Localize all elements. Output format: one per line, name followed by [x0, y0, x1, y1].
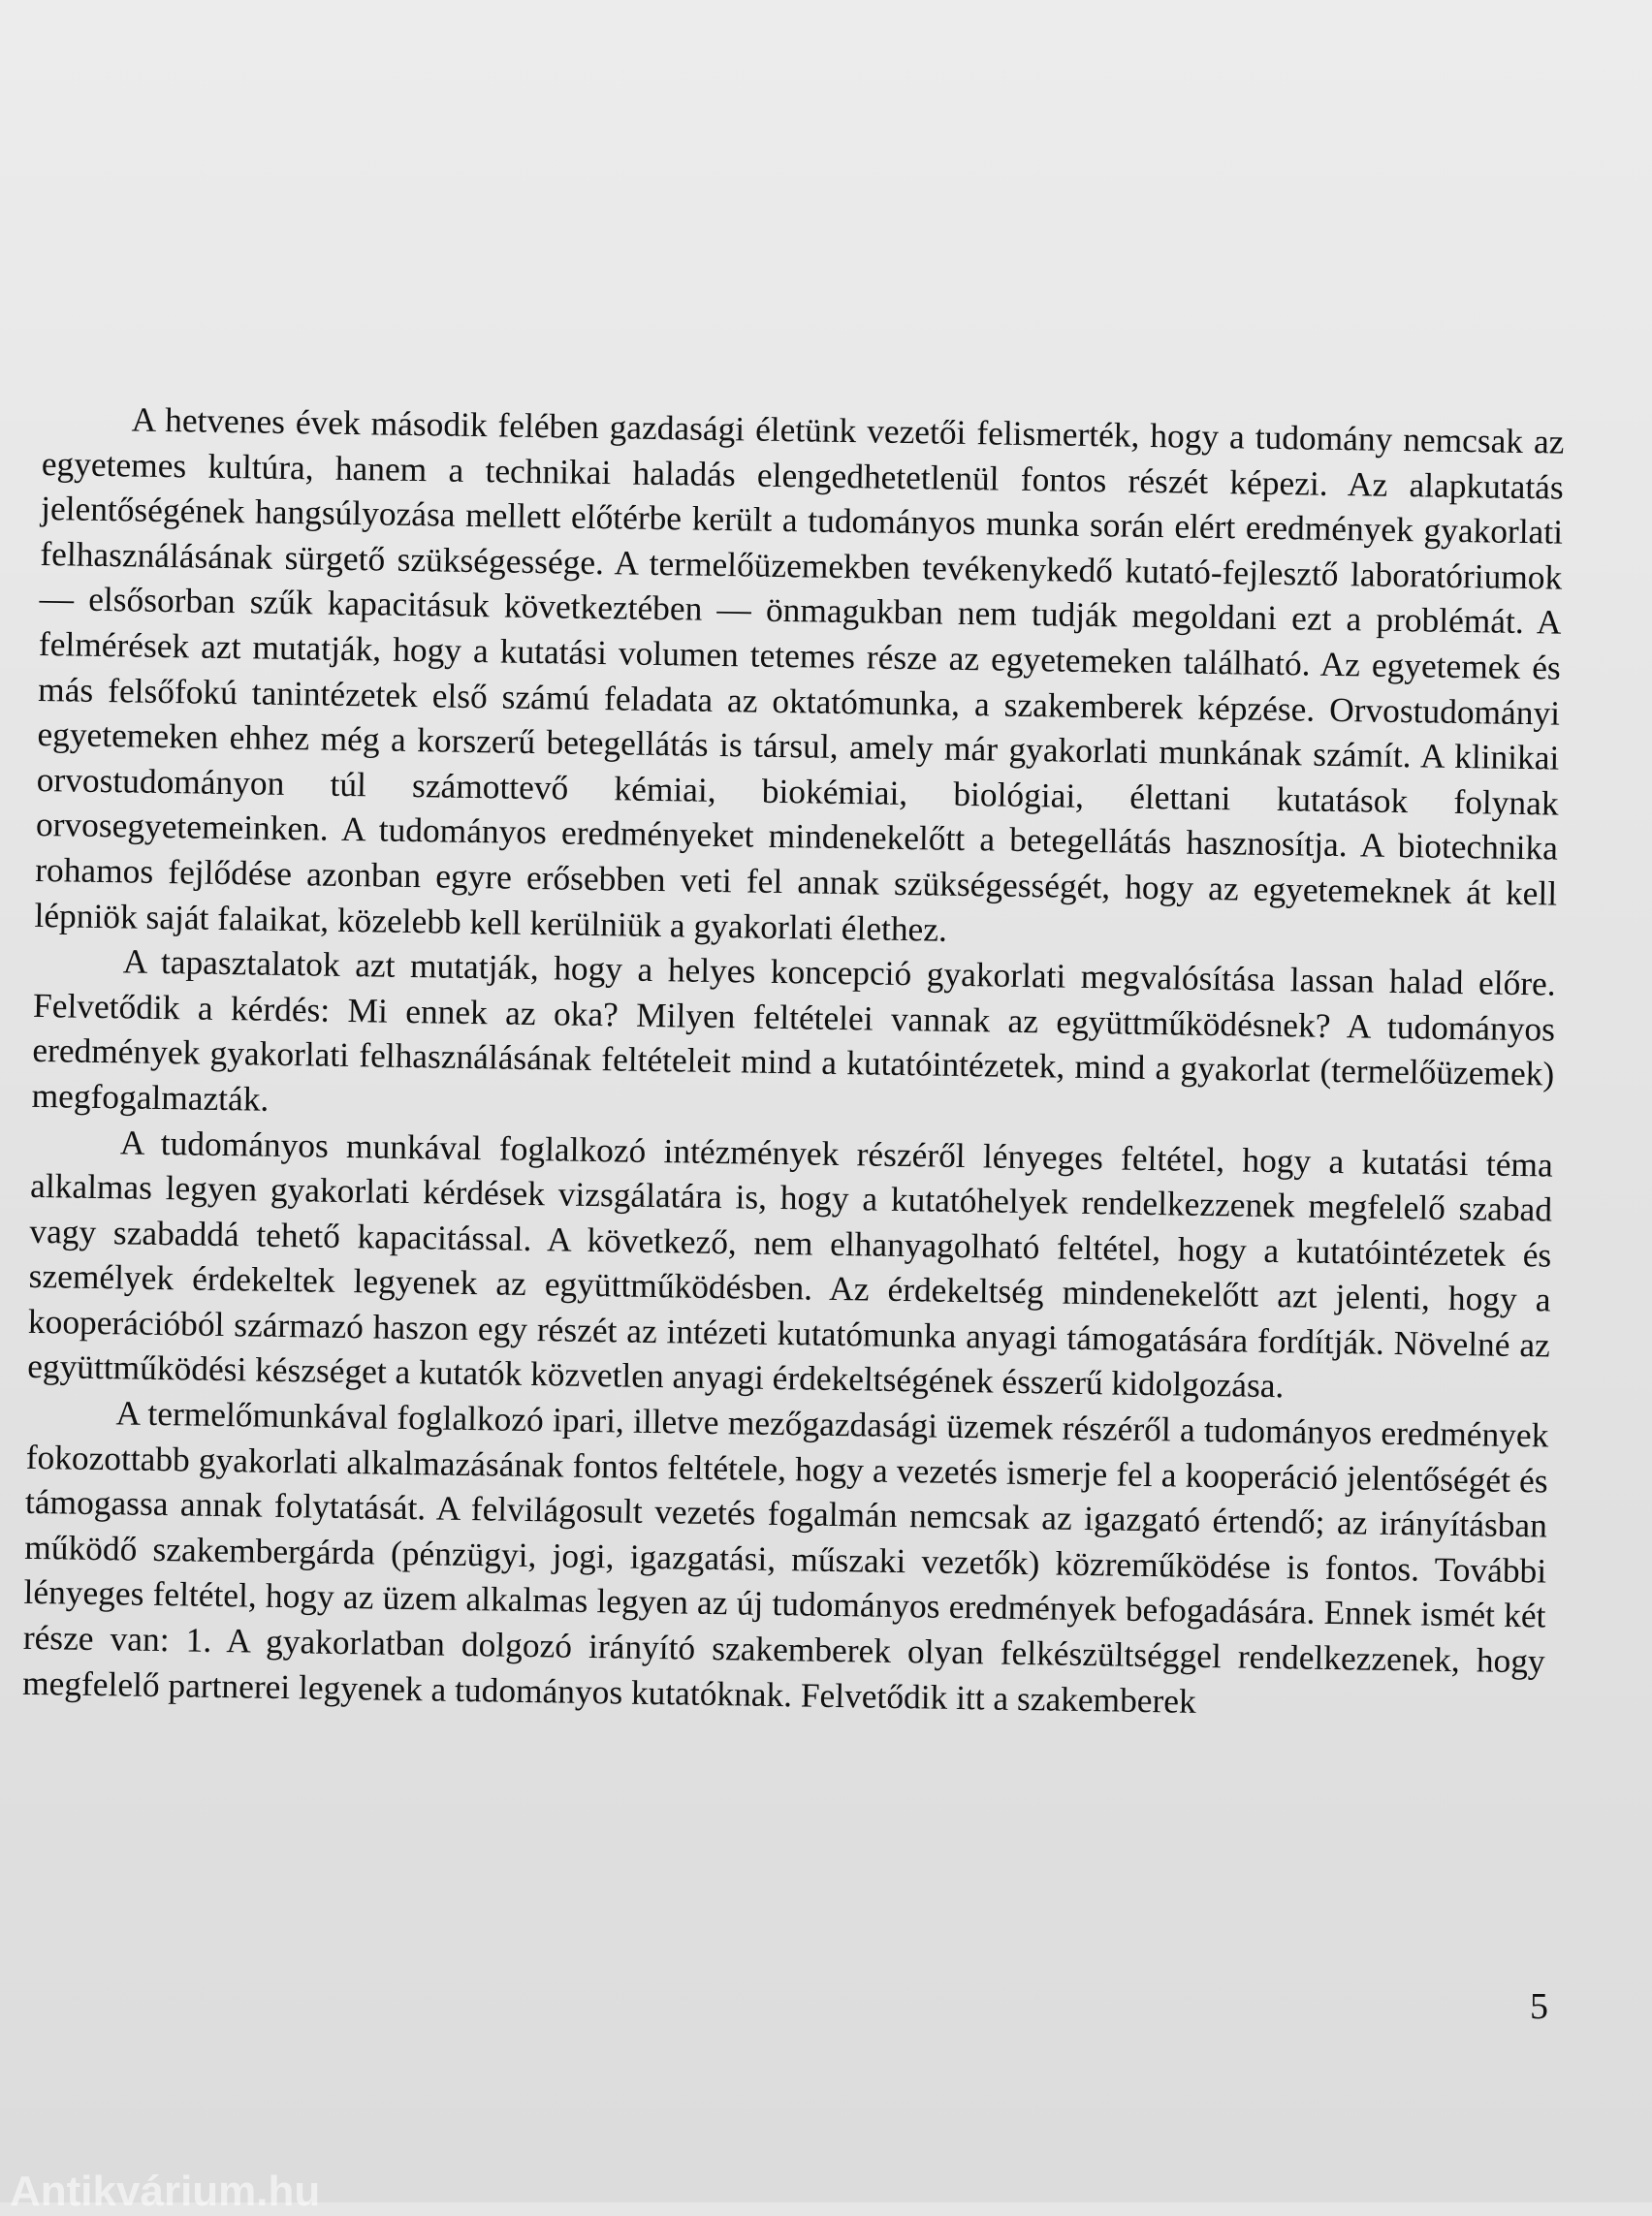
- paragraph-2: A tapasztalatok azt mutatják, hogy a helyes koncepció gyakorlati megvalósítása lassan halad előre. Felvetődik a kérdés: Mi ennek az oka? Milyen feltételei vannak az együttműködésnek? A tudományos eredmények gyakorlati felhasználásának feltételeit mind a kutatóintézetek, mind a gyakorlat (termelőüzemek) megfogalmazták.: [31, 941, 1556, 1119]
- body-text: [22, 396, 1565, 1729]
- page-number: 5: [1530, 1986, 1548, 2027]
- paragraph-3: A tudományos munkával foglalkozó intézmények részéről lényeges feltétel, hogy a kutatási téma alkalmas legyen gyakorlati kérdések vizsgálatára is, hogy a kutatóhelyek rendelkezzenek megfelelő szabad vagy szabaddá tehető kapacitással. A következő, nem elhanyagolható feltétel, hogy a kutatóintézetek és személyek érdekeltek legyenek az együttműködésben. Az érdekeltség mindenekelőtt azt jelenti, hogy a kooperációból származó haszon egy részét az intézeti kutatómunka anyagi támogatására fordítják. Növelné az együttműködési készséget a kutatók közvetlen anyagi érdekeltségének ésszerű kidolgozása.: [26, 1122, 1554, 1406]
- paragraph-4: A termelőmunkával foglalkozó ipari, illetve mezőgazdasági üzemek részéről a tudományos eredmények fokozottabb gyakorlati alkalmazásának fontos feltétele, hogy a vezetés ismerje fel a kooperáció jelentőségét és támogassa annak folytatását. A felvilágosult vezetés fogalmán nemcsak az igazgató értendő; az irányításban működő szakembergárda (pénzügyi, jogi, igazgatási, műszaki vezetők) közreműködése is fontos. További lényeges feltétel, hogy az üzem alkalmas legyen az új tudományos eredmények befogadására. Ennek ismét két része van: 1. A gyakorlatban dolgozó irányító szakemberek olyan felkészültséggel rendelkezzenek, hogy megfelelő partnerei legyenek a tudományos kutatóknak. Felvetődik itt a szakemberek: [21, 1393, 1549, 1721]
- paragraph-1: A hetvenes évek második felében gazdasági életünk vezetői felismerték, hogy a tudomány nemcsak az egyetemes kultúra, hanem a technikai haladás elengedhetetlenül fontos részét képezi. Az alapkutatás jelentőségének hangsúlyozása mellett előtérbe került a tudományos munka során elért eredmények gyakorlati felhasználásának sürgető szükségessége. A termelőüzemekben tevékenykedő kutató-fejlesztő laboratóriumok — elsősorban szűk kapacitásuk következtében — önmagukban nem tudják megoldani ezt a problémát. A felmérések azt mutatják, hogy a kutatási volumen tetemes része az egyetemeken található. Az egyetemek és más felsőfokú tanintézetek első számú feladata az oktatómunka, a szakemberek képzése. Orvostudományi egyetemeken ehhez még a korszerű betegellátás is társul, amely már gyakorlati munkának számít. A klinikai orvostudományon túl számottevő kémiai, biokémiai, biológiai, élettani kutatások folynak orvosegyetemeinken. A tudományos eredményeket mindenekelőtt a betegellátás hasznosítja. A biotechnika rohamos fejlődése azonban egyre erősebben veti fel annak szükségességét, hogy az egyetemeknek át kell lépniök saját falaikat, közelebb kell kerülniük a gyakorlati élethez.: [34, 399, 1565, 949]
- watermark: Antikvárium.hu: [10, 2168, 321, 2215]
